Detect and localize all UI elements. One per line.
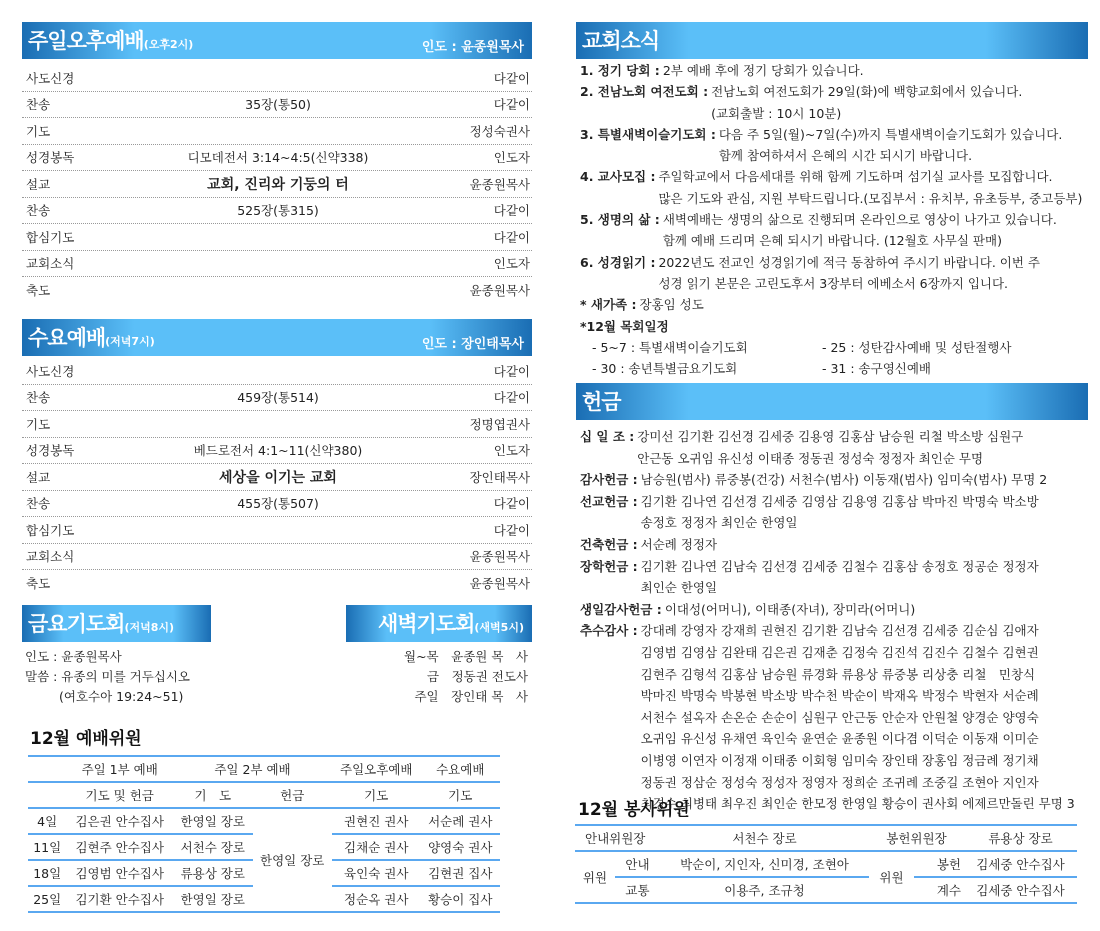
item-text: 오귀임 유신성 유채연 육인숙 윤연순 윤종원 이다겸 이덕순 이동재 이미순	[640, 731, 1039, 747]
dawn-leader: 정동권 전도사	[451, 669, 528, 684]
cell: 김은권 안수집사	[66, 808, 173, 834]
section-title: 교회소식	[582, 29, 660, 53]
order-item: 축도	[26, 576, 51, 592]
order-detail: 525장(통315)	[237, 203, 319, 219]
order-detail: 459장(통514)	[237, 390, 319, 406]
order-item: 찬송	[26, 390, 51, 406]
section-title: 금요기도회	[28, 612, 125, 636]
item-text: 송정호 정정자 최인순 한영일	[640, 515, 798, 531]
cell: 김채순 권사	[332, 834, 421, 860]
order-row	[22, 358, 532, 385]
list-item	[580, 166, 1085, 209]
order-item: 찬송	[26, 203, 51, 219]
order-item: 기도	[26, 123, 51, 139]
order-row	[22, 277, 532, 304]
dawn-day: 월~목	[404, 649, 439, 664]
cell: 김세중 안수집사	[964, 877, 1077, 903]
dawn-day: 주일	[414, 689, 439, 704]
order-row	[22, 251, 532, 278]
offering-list	[580, 426, 1085, 815]
schedule-title: *12월 목회일정	[580, 318, 669, 334]
col-head: 기도 및 헌금	[66, 782, 173, 808]
item-label: 3. 특별새벽이슬기도회 :	[580, 126, 716, 142]
list-item	[580, 252, 1085, 295]
cell: 11일	[28, 834, 66, 860]
section-time: (저녁8시)	[124, 621, 175, 634]
order-person: 정명엽권사	[469, 416, 530, 432]
list-item	[580, 81, 1085, 124]
dawn-line	[404, 687, 528, 707]
cell: 교통	[615, 877, 660, 903]
order-person: 정성숙권사	[469, 123, 530, 139]
cell: 안내	[615, 851, 660, 877]
item-text: 안근동 오귀임 유신성 이태종 정동권 정성숙 정정자 최인순 무명	[637, 450, 984, 466]
col-head: 기도	[421, 782, 500, 808]
order-row	[22, 145, 532, 172]
order-item: 축도	[26, 283, 51, 299]
order-item: 찬송	[26, 97, 51, 113]
order-item: 교회소식	[26, 549, 75, 565]
section-title: 새벽기도회	[377, 612, 475, 636]
schedule-item: - 30 : 송년특별금요기도회	[592, 361, 738, 377]
col-head: 주일 1부 예배	[66, 756, 173, 782]
item-text: 최인순 한영일	[640, 580, 718, 596]
schedule-item: - 25 : 성탄감사예배 및 성탄절행사	[822, 339, 1012, 355]
list-item	[580, 209, 1085, 252]
item-text: 강대례 강영자 강재희 권현진 김기환 김남숙 김선경 김세중 김순심 김애자	[640, 623, 1039, 639]
order-person: 다같이	[493, 363, 530, 379]
item-label: 생일감사헌금 :	[580, 601, 662, 617]
order-person: 윤종원목사	[469, 283, 530, 299]
item-label: 6. 성경읽기 :	[580, 254, 656, 270]
cell: 서천수 장로	[660, 825, 869, 851]
worship-staff-title: 12월 예배위원	[30, 729, 142, 749]
cell: 봉헌	[914, 851, 964, 877]
section-title: 수요예배	[28, 326, 106, 350]
item-text: 성경 읽기 본문은 고린도후서 3장부터 에베소서 6장까지 입니다.	[658, 275, 1009, 291]
item-text: 함께 참여하셔서 은혜의 시간 되시기 바랍니다.	[718, 148, 973, 164]
order-item: 사도신경	[26, 70, 75, 86]
order-item: 성경봉독	[26, 150, 75, 166]
item-label: * 새가족 :	[580, 297, 637, 313]
order-row	[22, 438, 532, 465]
list-item	[580, 469, 1085, 491]
cell: 한영일 장로	[173, 808, 252, 834]
col-head: 주일 2부 예배	[173, 756, 332, 782]
item-text: 많은 기도와 관심, 지원 부탁드립니다.(모집부서 : 유치부, 유초등부, 중고등부)	[658, 190, 1083, 206]
item-label: 장학헌금 :	[580, 558, 638, 574]
order-person: 윤종원목사	[469, 176, 530, 192]
service-staff-table	[575, 824, 1077, 904]
list-item	[580, 556, 1085, 599]
item-label: 1. 정기 당회 :	[580, 63, 660, 78]
item-text: 김기환 김나연 김남숙 김선경 김세중 김철수 김홍삼 송정호 정공순 정정자	[640, 558, 1039, 574]
cell: 한영일 장로	[253, 808, 332, 912]
order-row	[22, 491, 532, 518]
cell: 김현주 안수집사	[66, 834, 173, 860]
order-person: 다같이	[493, 390, 530, 406]
item-text: 이대성(어머니), 이태종(자녀), 장미라(어머니)	[664, 601, 916, 617]
section-leader: 인도 : 장인태목사	[421, 337, 524, 352]
cell: 서순례 권사	[421, 808, 500, 834]
order-person: 인도자	[493, 150, 530, 166]
cell: 김기환 안수집사	[66, 886, 173, 912]
cell: 위원	[575, 851, 615, 903]
section-time: (새벽5시)	[474, 621, 524, 634]
dawn-line	[404, 667, 528, 687]
cell: 류용상 장로	[964, 825, 1077, 851]
offering-header	[576, 383, 1088, 420]
col-head: 헌금	[253, 782, 332, 808]
cell: 황승이 집사	[421, 886, 500, 912]
section-time: (저녁7시)	[105, 335, 155, 348]
order-detail: 디모데전서 3:14~4:5(신약338)	[187, 150, 369, 166]
item-text: 박마진 박명숙 박봉현 박소방 박수천 박순이 박재옥 박정수 박현자 서순례	[640, 688, 1039, 704]
order-row	[22, 198, 532, 225]
order-detail: 베드로전서 4:1~11(신약380)	[193, 443, 363, 459]
cell: 권현진 권사	[332, 808, 421, 834]
friday-line: (여호수아 19:24~51)	[59, 689, 184, 704]
order-row	[22, 411, 532, 438]
item-label: 감사헌금 :	[580, 472, 638, 488]
order-person: 다같이	[493, 70, 530, 86]
cell: 양영숙 권사	[421, 834, 500, 860]
item-label: 건축헌금 :	[580, 536, 638, 552]
order-item: 성경봉독	[26, 443, 75, 459]
cell: 봉헌위원장	[869, 825, 964, 851]
list-item	[580, 426, 1085, 469]
sunday-pm-header	[22, 22, 532, 59]
friday-header	[22, 605, 211, 642]
cell: 육인숙 권사	[332, 860, 421, 886]
item-text: 주일학교에서 다음세대를 위해 함께 기도하며 섬기실 교사를 모집합니다.	[658, 169, 1053, 185]
item-label: 십 일 조 :	[580, 429, 635, 444]
dawn-day: 금	[426, 669, 440, 684]
cell: 서천수 장로	[173, 834, 252, 860]
order-detail: 세상을 이기는 교회	[219, 469, 337, 486]
section-title: 헌금	[582, 390, 621, 414]
friday-info	[25, 647, 190, 707]
order-row	[22, 92, 532, 119]
item-text: 전남노회 여전도회가 29일(화)에 백향교회에서 있습니다.	[711, 84, 1023, 100]
order-item: 찬송	[26, 496, 51, 512]
section-leader: 인도 : 윤종원목사	[421, 40, 524, 55]
friday-line: 말씀 : 유종의 미를 거두십시오	[25, 669, 191, 684]
dawn-line	[404, 647, 528, 667]
order-person: 다같이	[493, 203, 530, 219]
item-label: 추수감사 :	[580, 623, 638, 639]
schedule-item: - 31 : 송구영신예배	[822, 361, 931, 377]
wednesday-header	[22, 319, 532, 356]
order-row	[22, 570, 532, 597]
cell: 김현권 집사	[421, 860, 500, 886]
cell: 김영범 안수집사	[66, 860, 173, 886]
item-text: 장홍임 성도	[639, 297, 704, 313]
dawn-leader: 윤종원 목 사	[451, 649, 528, 664]
list-item	[580, 60, 1085, 81]
table-row	[28, 808, 500, 834]
cell: 박순이, 지인자, 신미경, 조현아	[660, 851, 869, 877]
order-row	[22, 118, 532, 145]
item-label: 4. 교사모집 :	[580, 169, 656, 185]
item-text: 함께 예배 드리며 은혜 되시기 바랍니다. (12월호 사무실 판매)	[662, 233, 1002, 249]
item-text: 2022년도 전교인 성경읽기에 적극 동참하여 주시기 바랍니다. 이번 주	[658, 254, 1040, 270]
cell: 위원	[869, 851, 914, 903]
order-detail: 35장(통50)	[245, 97, 311, 113]
item-text: 이병영 이연자 이정재 이태종 이회형 임미숙 장인태 장홍임 정금례 정기채	[640, 752, 1039, 768]
item-text: 최경수 최병태 최우진 최인순 한모정 한영일 황승이 권사회 에제르만돌린 무명 3	[640, 796, 1075, 812]
item-text: 김영범 김영삼 김완태 김은권 김재춘 김정숙 김진석 김진수 김철수 김현권	[640, 644, 1039, 660]
cell: 이용주, 조규청	[660, 877, 869, 903]
section-title: 주일오후예배	[28, 29, 144, 53]
order-item: 합심기도	[26, 522, 75, 538]
order-row	[22, 544, 532, 571]
item-text: 서순례 정정자	[640, 536, 718, 552]
order-person: 다같이	[493, 496, 530, 512]
order-person: 인도자	[493, 256, 530, 272]
order-row	[22, 385, 532, 412]
cell: 한영일 장로	[173, 886, 252, 912]
list-item	[580, 534, 1085, 556]
order-item: 설교	[26, 176, 51, 192]
order-person: 다같이	[493, 522, 530, 538]
worship-staff-table	[28, 755, 500, 913]
cell: 4일	[28, 808, 66, 834]
item-text: 다음 주 5일(월)~7일(수)까지 특별새벽이슬기도회가 있습니다.	[718, 126, 1063, 142]
news-header	[576, 22, 1088, 59]
order-item: 사도신경	[26, 363, 75, 379]
order-row	[22, 517, 532, 544]
order-person: 윤종원목사	[469, 576, 530, 592]
col-head: 수요예배	[421, 756, 500, 782]
news-list	[580, 60, 1085, 379]
item-text: 강미선 김기환 김선경 김세중 김용영 김홍삼 남승원 리철 박소방 심원구	[637, 429, 1024, 444]
order-item: 기도	[26, 416, 51, 432]
service-staff-title: 12월 봉사위원	[578, 800, 690, 820]
cell: 김세중 안수집사	[964, 851, 1077, 877]
order-item: 합심기도	[26, 229, 75, 245]
order-row	[22, 171, 532, 198]
col-head: 주일오후예배	[332, 756, 421, 782]
dawn-info	[404, 647, 528, 707]
sunday-pm-order	[22, 65, 532, 304]
order-person: 인도자	[493, 443, 530, 459]
cell: 안내위원장	[575, 825, 660, 851]
list-item	[580, 599, 1085, 621]
cell: 정순옥 권사	[332, 886, 421, 912]
col-head: 기도	[332, 782, 421, 808]
item-label: 선교헌금 :	[580, 493, 638, 509]
list-item	[580, 491, 1085, 534]
item-text: 2부 예배 후에 정기 당회가 있습니다.	[662, 63, 864, 78]
col-head: 기 도	[173, 782, 252, 808]
cell: 류용상 장로	[173, 860, 252, 886]
list-item	[580, 294, 1085, 315]
order-row	[22, 464, 532, 491]
list-item	[580, 620, 1085, 814]
cell: 25일	[28, 886, 66, 912]
item-label: 2. 전남노회 여전도회 :	[580, 84, 709, 100]
list-item	[580, 124, 1085, 167]
order-detail: 교회, 진리와 기둥의 터	[207, 176, 349, 193]
item-text: 남승원(범사) 류중봉(건강) 서천수(범사) 이동재(범사) 임미숙(범사) 무명 2	[640, 472, 1048, 488]
item-text: 서천수 설옥자 손온순 손순이 심원구 안근동 안순자 안원철 양경순 양영숙	[640, 709, 1039, 725]
item-text: 새벽예배는 생명의 삶으로 진행되며 온라인으로 영상이 나가고 있습니다.	[662, 212, 1057, 228]
item-text: 김기환 김나연 김선경 김세중 김영삼 김용영 김홍삼 박마진 박명숙 박소방	[640, 493, 1039, 509]
item-text: (교회출발 : 10시 10분)	[711, 105, 842, 121]
wednesday-order	[22, 358, 532, 597]
order-item: 설교	[26, 469, 51, 485]
order-detail: 455장(통507)	[237, 496, 319, 512]
section-time: (오후2시)	[143, 38, 194, 51]
item-text: 김현주 김형석 김홍삼 남승원 류경화 류용상 류중봉 리상충 리철 민창식	[640, 666, 1036, 682]
order-person: 다같이	[493, 229, 530, 245]
dawn-leader: 장인태 목 사	[451, 689, 528, 704]
order-row	[22, 65, 532, 92]
friday-line: 인도 : 윤종원목사	[25, 649, 122, 664]
order-item: 교회소식	[26, 256, 75, 272]
order-person: 다같이	[493, 97, 530, 113]
order-person: 장인태목사	[469, 469, 530, 485]
cell: 계수	[914, 877, 964, 903]
cell: 18일	[28, 860, 66, 886]
schedule-item: - 5~7 : 특별새벽이슬기도회	[592, 339, 748, 355]
order-row	[22, 224, 532, 251]
item-text: 정동권 정삼순 정성숙 정성자 정영자 정희순 조귀례 조중길 조현아 지인자	[640, 774, 1039, 790]
item-label: 5. 생명의 삶 :	[580, 212, 660, 228]
order-person: 윤종원목사	[469, 549, 530, 565]
dawn-header	[346, 605, 532, 642]
